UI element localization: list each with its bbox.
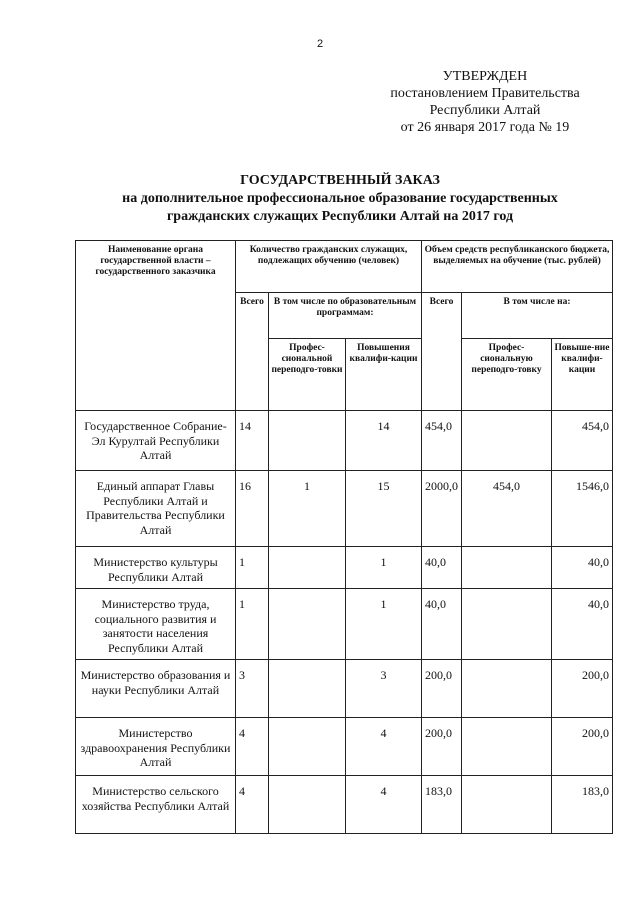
table-row [76,411,613,471]
approval-heading: УТВЕРЖДЕН [442,69,528,84]
table-row [76,589,613,660]
count-qualification: 4 [346,776,422,834]
budget-total: 200,0 [422,660,462,718]
budget-total: 183,0 [422,776,462,834]
state-order-table [75,240,613,834]
budget-retraining [462,547,552,589]
budget-retraining [462,718,552,776]
count-qualification: 14 [346,411,422,471]
organ-name: Единый аппарат Главы Республики Алтай и Правительства Республики Алтай [76,471,236,547]
header-budget-including: В том числе на: [462,293,613,339]
approval-date-line: от 26 января 2017 года № 19 [400,120,570,135]
approval-line: постановлением Правительства [390,86,580,101]
title-subtitle: на дополнительное профессиональное образование государственных [122,191,558,206]
header-organ: Наименование органа государственной власти – государственного заказчика [76,241,236,411]
table-row [76,660,613,718]
count-retraining [269,718,346,776]
count-total: 4 [236,776,269,834]
approval-block [360,68,610,136]
budget-retraining [462,660,552,718]
header-count-total: Всего [236,293,269,411]
title-main: ГОСУДАРСТВЕННЫЙ ЗАКАЗ [240,173,440,188]
count-total: 1 [236,589,269,660]
budget-qualification: 183,0 [552,776,613,834]
count-qualification: 1 [346,589,422,660]
count-total: 16 [236,471,269,547]
header-count-retraining: Профес-сиональной переподго-товки [269,339,346,411]
budget-retraining [462,589,552,660]
table-row [76,718,613,776]
count-retraining [269,411,346,471]
count-retraining [269,547,346,589]
header-budget-group: Объем средств республиканского бюджета, выделяемых на обучение (тыс. рублей) [422,241,613,293]
budget-retraining [462,776,552,834]
count-total: 4 [236,718,269,776]
budget-total: 40,0 [422,589,462,660]
organ-name: Министерство труда, социального развития и занятости населения Республики Алтай [76,589,236,660]
organ-name: Министерство здравоохранения Республики Алтай [76,718,236,776]
budget-retraining [462,411,552,471]
count-qualification: 3 [346,660,422,718]
table-row [76,547,613,589]
budget-total: 454,0 [422,411,462,471]
count-retraining [269,660,346,718]
budget-qualification: 40,0 [552,547,613,589]
count-retraining: 1 [269,471,346,547]
header-budget-qualification: Повыше-ние квалифи-кации [552,339,613,411]
organ-name: Министерство образования и науки Республики Алтай [76,660,236,718]
budget-total: 40,0 [422,547,462,589]
header-count-group: Количество гражданских служащих, подлежащих обучению (человек) [236,241,422,293]
budget-qualification: 200,0 [552,718,613,776]
budget-qualification: 40,0 [552,589,613,660]
table-row [76,471,613,547]
header-count-qualification: Повышения квалифи-кации [346,339,422,411]
count-total: 3 [236,660,269,718]
document-title [60,172,620,226]
count-qualification: 15 [346,471,422,547]
organ-name: Министерство сельского хозяйства Республики Алтай [76,776,236,834]
count-retraining [269,776,346,834]
count-qualification: 4 [346,718,422,776]
approval-line: Республики Алтай [429,103,541,118]
count-total: 14 [236,411,269,471]
budget-qualification: 1546,0 [552,471,613,547]
header-budget-total: Всего [422,293,462,411]
header-budget-retraining: Профес-сиональную переподго-товку [462,339,552,411]
budget-total: 2000,0 [422,471,462,547]
table-row [76,776,613,834]
title-subtitle: гражданских служащих Республики Алтай на 2017 год [166,209,514,224]
count-total: 1 [236,547,269,589]
budget-retraining: 454,0 [462,471,552,547]
page-number: 2 [316,38,324,50]
organ-name: Министерство культуры Республики Алтай [76,547,236,589]
budget-qualification: 200,0 [552,660,613,718]
budget-qualification: 454,0 [552,411,613,471]
organ-name: Государственное Собрание- Эл Курултай Республики Алтай [76,411,236,471]
count-retraining [269,589,346,660]
count-qualification: 1 [346,547,422,589]
header-count-programs: В том числе по образовательным программам: [269,293,422,339]
budget-total: 200,0 [422,718,462,776]
